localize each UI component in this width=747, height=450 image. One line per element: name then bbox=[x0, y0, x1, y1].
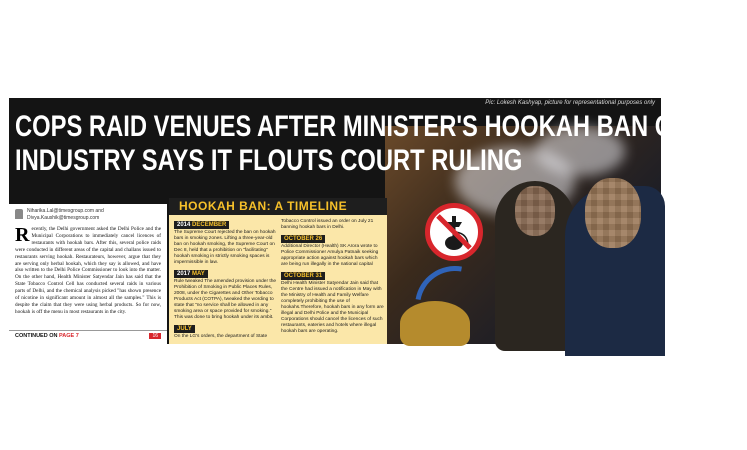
article-text: ecently, the Delhi government asked the Delhi Police and the Municipal Corporations to immediately cancel licences of restaurants with hookah bars. After this, several police raids were conducted in different areas of the capital and challans issued to restaurants serving hookah. Restaurateurs, however, argue that they are serving only herbal hookah, which they say is allowed, and have also written to the Delhi Police Commissioner to look into the matter. On the other hand, Health Minister Satyendar Jain has said that the State Tobacco Control Cell has conducted several raids in various parts of Delhi, and the chemical analysis picked "has shown presence of nicotine in significant amount in almost all the samples." This is despite the claim that they were using herbal products. So for now, hookah is off the menu in most restaurants in the city. bbox=[15, 226, 161, 315]
timeline-entry-text: The Supreme Court rejected the ban on hookah bars in smoking zones. Lifting a three-year-old ban on hookah smoking, the Supreme Court on Dec 8, held that a prohibition on "facilitating" hookah smoking in strictly smoking spaces is impermissible in law. bbox=[174, 230, 276, 265]
continued-page-link[interactable]: PAGE 7 bbox=[59, 332, 79, 339]
timeline-month: OCTOBER 31 bbox=[284, 273, 323, 279]
timeline-date-tag bbox=[174, 270, 208, 278]
article-body bbox=[15, 226, 161, 316]
newspaper-clipping bbox=[9, 98, 747, 344]
headline-line-2: INDUSTRY SAYS IT FLOUTS COURT RULING bbox=[15, 144, 523, 177]
timeline-date-tag bbox=[174, 221, 229, 229]
timeline-date-tag bbox=[281, 272, 325, 280]
timeline-column-2 bbox=[281, 219, 385, 337]
timeline-entry-text: Rule tweaked The amended provision under the Prohibition of Smoking in Public Places Rules, 2008, under the Cigarettes and Other Tobacco Products Act (COTPA), tweaked the wording to state that "no service shall be allowed in any smoking area or space provided for smoking." This was done to bring hookah under its ambit. bbox=[174, 279, 277, 320]
byline-line-1: Niharika.Lal@timesgroup.com and bbox=[27, 208, 104, 214]
timeline-entry-text: Additional Director (Health) SK Arora wrote to Police Commissioner Amulya Patnaik seeking appropriate action against hookah bars which are being run illegally in the national capital bbox=[281, 244, 379, 267]
article-column bbox=[9, 204, 167, 344]
blurred-face bbox=[585, 178, 641, 248]
timeline-title: HOOKAH BAN: A TIMELINE bbox=[169, 198, 387, 215]
timeline-date-tag bbox=[281, 235, 325, 243]
drop-cap: R bbox=[15, 224, 30, 246]
timeline-year: 2014 bbox=[177, 222, 191, 228]
timeline-entry-text: Tobacco Control issued an order on July 21 banning hookah bars in Delhi. bbox=[281, 219, 374, 230]
hookah-base bbox=[400, 301, 470, 346]
timeline-entry-text: Delhi Health Minister Satyendar Jain said that the Centre had issued a notification in May with the Ministry of Health and Family Welfare completely prohibiting the use of hookahs.Therefore, hookah bars in any form are illegal and Delhi Police and the Municipal Corporations should cancel the licences of such restaurants, eateries and hotels where illegal hookah bars are operating. bbox=[281, 281, 384, 334]
timeline-box bbox=[169, 198, 387, 344]
timeline-column-1 bbox=[174, 219, 278, 342]
timeline-month: OCTOBER 26 bbox=[284, 236, 323, 242]
no-hookah-icon bbox=[425, 203, 483, 261]
timeline-month: MAY bbox=[192, 271, 205, 277]
reporter-icon bbox=[15, 209, 23, 219]
byline bbox=[15, 208, 161, 222]
timeline-year: 2017 bbox=[177, 271, 191, 277]
byline-line-2: Divya.Kaushik@timesgroup.com bbox=[27, 215, 100, 221]
continued-label: CONTINUED ON bbox=[15, 332, 58, 339]
timeline-month: JULY bbox=[177, 326, 192, 332]
page-number: 16 bbox=[149, 333, 161, 339]
timeline-month: DECEMBER bbox=[192, 222, 227, 228]
timeline-date-tag bbox=[174, 325, 195, 333]
headline-line-1: COPS RAID VENUES AFTER MINISTER'S HOOKAH BAN ORDER, bbox=[15, 110, 747, 143]
continued-footer bbox=[9, 330, 167, 340]
blurred-face bbox=[515, 186, 555, 236]
photo-credit: Pic: Lokesh Kashyap, picture for representational purposes only bbox=[485, 100, 655, 106]
timeline-entry-text: On the LG's orders, the department of State bbox=[174, 334, 268, 339]
